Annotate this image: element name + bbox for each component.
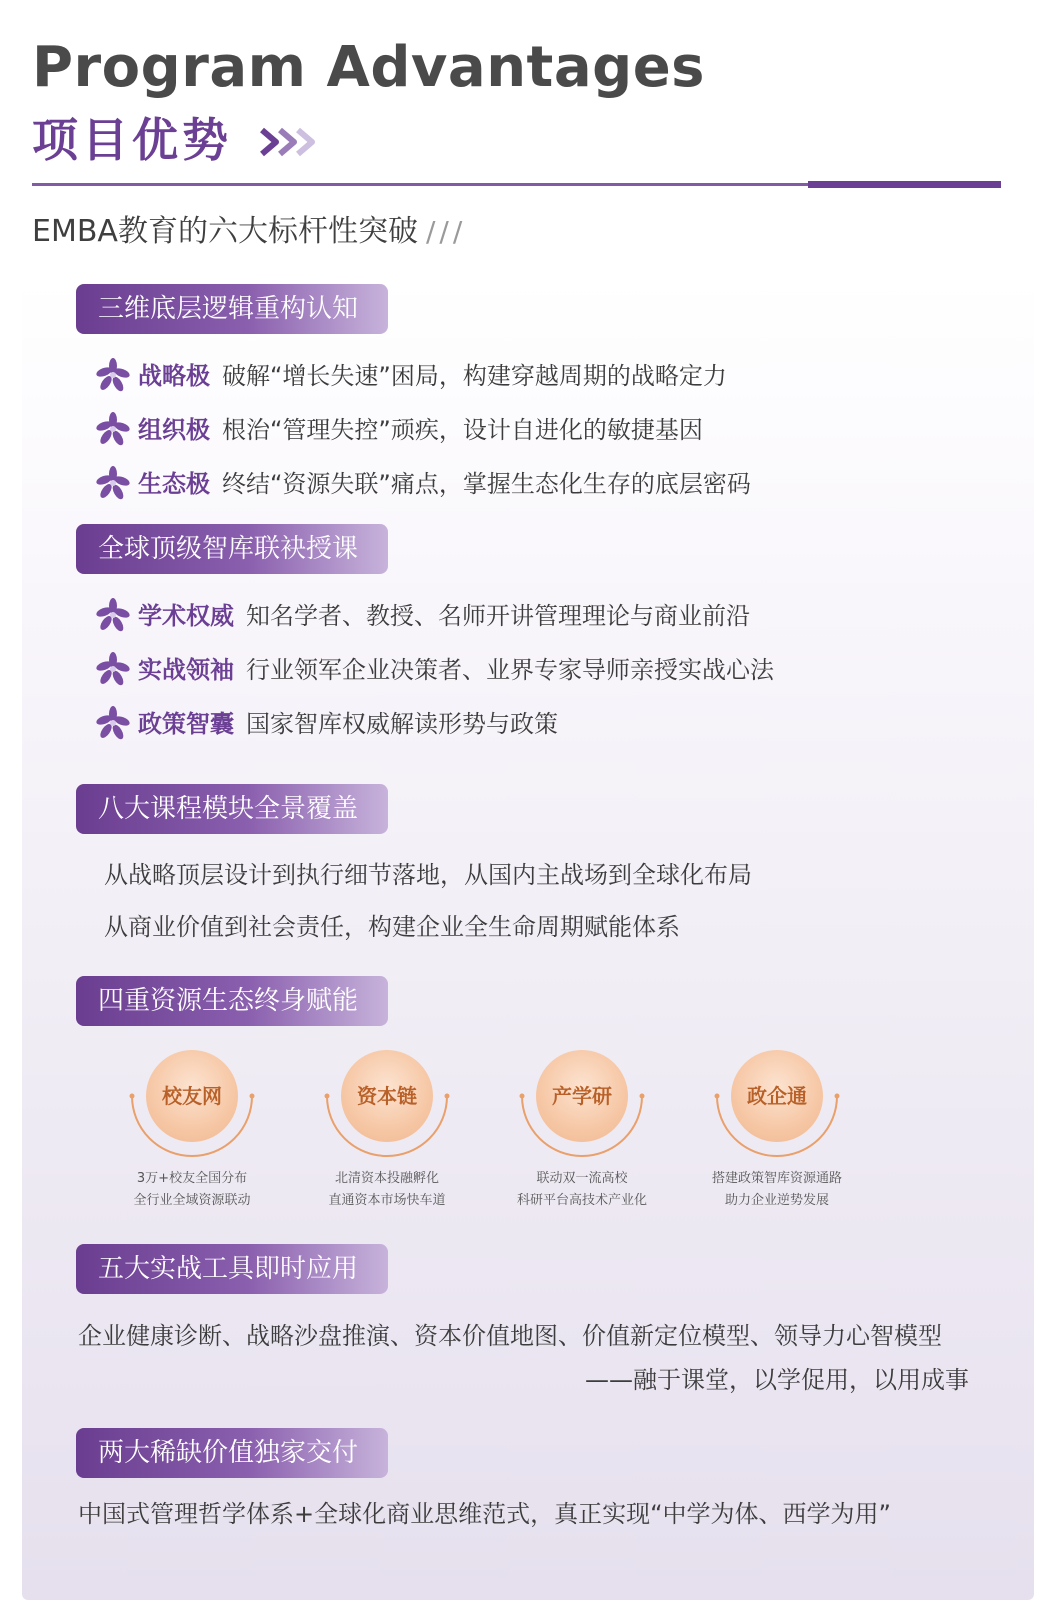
item-text: 国家智库权威解读形势与政策 — [246, 710, 558, 738]
item-key: 实战领袖 — [138, 656, 234, 684]
resource-card — [687, 1044, 867, 1212]
section-title-1: 三维底层逻辑重构认知 — [76, 284, 388, 334]
section-title-3: 八大课程模块全景覆盖 — [76, 784, 388, 834]
resource-card — [297, 1044, 477, 1212]
page-title-cn: 项目优势 — [32, 113, 232, 167]
subtitle-text: EMBA教育的六大标杆性突破 — [32, 214, 418, 249]
item-text: 根治“管理失控”顽疾，设计自进化的敏捷基因 — [222, 416, 703, 444]
item-text: 终结“资源失联”痛点，掌握生态化生存的底层密码 — [222, 470, 751, 498]
paragraph-line: 从商业价值到社会责任，构建企业全生命周期赋能体系 — [104, 913, 680, 941]
resource-desc-1: 联动双一流高校 — [536, 1171, 628, 1186]
flower-icon — [96, 466, 130, 500]
section-title-5: 五大实战工具即时应用 — [76, 1244, 388, 1294]
flower-icon — [96, 598, 130, 632]
item-key: 组织极 — [138, 416, 210, 444]
resource-desc-2: 助力企业逆势发展 — [724, 1193, 829, 1208]
subtitle-slashes: /// — [425, 215, 467, 248]
paragraph-line: 企业健康诊断、战略沙盘推演、资本价值地图、价值新定位模型、领导力心智模型 — [78, 1322, 942, 1350]
section-title-2: 全球顶级智库联袂授课 — [76, 524, 388, 574]
section-title-6: 两大稀缺价值独家交付 — [76, 1428, 388, 1478]
paragraph-line: 从战略顶层设计到执行细节落地，从国内主战场到全球化布局 — [104, 861, 752, 889]
resource-desc-1: 北清资本投融孵化 — [334, 1171, 439, 1186]
resource-desc-2: 全行业全域资源联动 — [133, 1193, 251, 1208]
paragraph-line: 中国式管理哲学体系+全球化商业思维范式，真正实现“中学为体、西学为用” — [78, 1500, 891, 1528]
resource-desc-2: 直通资本市场快车道 — [328, 1193, 446, 1208]
subtitle — [32, 210, 466, 254]
page-title-en: Program Advantages — [32, 35, 706, 100]
flower-icon — [96, 358, 130, 392]
header-divider-accent — [808, 181, 1001, 188]
resource-name: 政企通 — [731, 1050, 823, 1142]
flower-icon — [96, 412, 130, 446]
chevron-right-icon — [258, 122, 322, 162]
item-key: 政策智囊 — [138, 710, 234, 738]
resource-card — [102, 1044, 282, 1212]
item-text: 破解“增长失速”困局，构建穿越周期的战略定力 — [222, 362, 727, 390]
resource-desc-2: 科研平台高技术产业化 — [516, 1193, 647, 1208]
flower-icon — [96, 706, 130, 740]
resource-name: 产学研 — [536, 1050, 628, 1142]
item-key: 生态极 — [138, 470, 210, 498]
item-key: 学术权威 — [138, 602, 234, 630]
list-item — [96, 410, 703, 450]
item-text: 行业领军企业决策者、业界专家导师亲授实战心法 — [246, 656, 774, 684]
resource-name: 资本链 — [341, 1050, 433, 1142]
resource-name: 校友网 — [146, 1050, 238, 1142]
list-item — [96, 464, 751, 504]
flower-icon — [96, 652, 130, 686]
list-item — [96, 704, 558, 744]
list-item — [96, 650, 774, 690]
item-text: 知名学者、教授、名师开讲管理理论与商业前沿 — [246, 602, 750, 630]
paragraph-tagline: ——融于课堂，以学促用，以用成事 — [585, 1366, 969, 1394]
list-item — [96, 356, 727, 396]
section-title-4: 四重资源生态终身赋能 — [76, 976, 388, 1026]
list-item — [96, 596, 750, 636]
resource-desc-1: 搭建政策智库资源通路 — [711, 1171, 842, 1186]
item-key: 战略极 — [138, 362, 210, 390]
resource-card — [492, 1044, 672, 1212]
resource-desc-1: 3万+校友全国分布 — [136, 1171, 248, 1186]
